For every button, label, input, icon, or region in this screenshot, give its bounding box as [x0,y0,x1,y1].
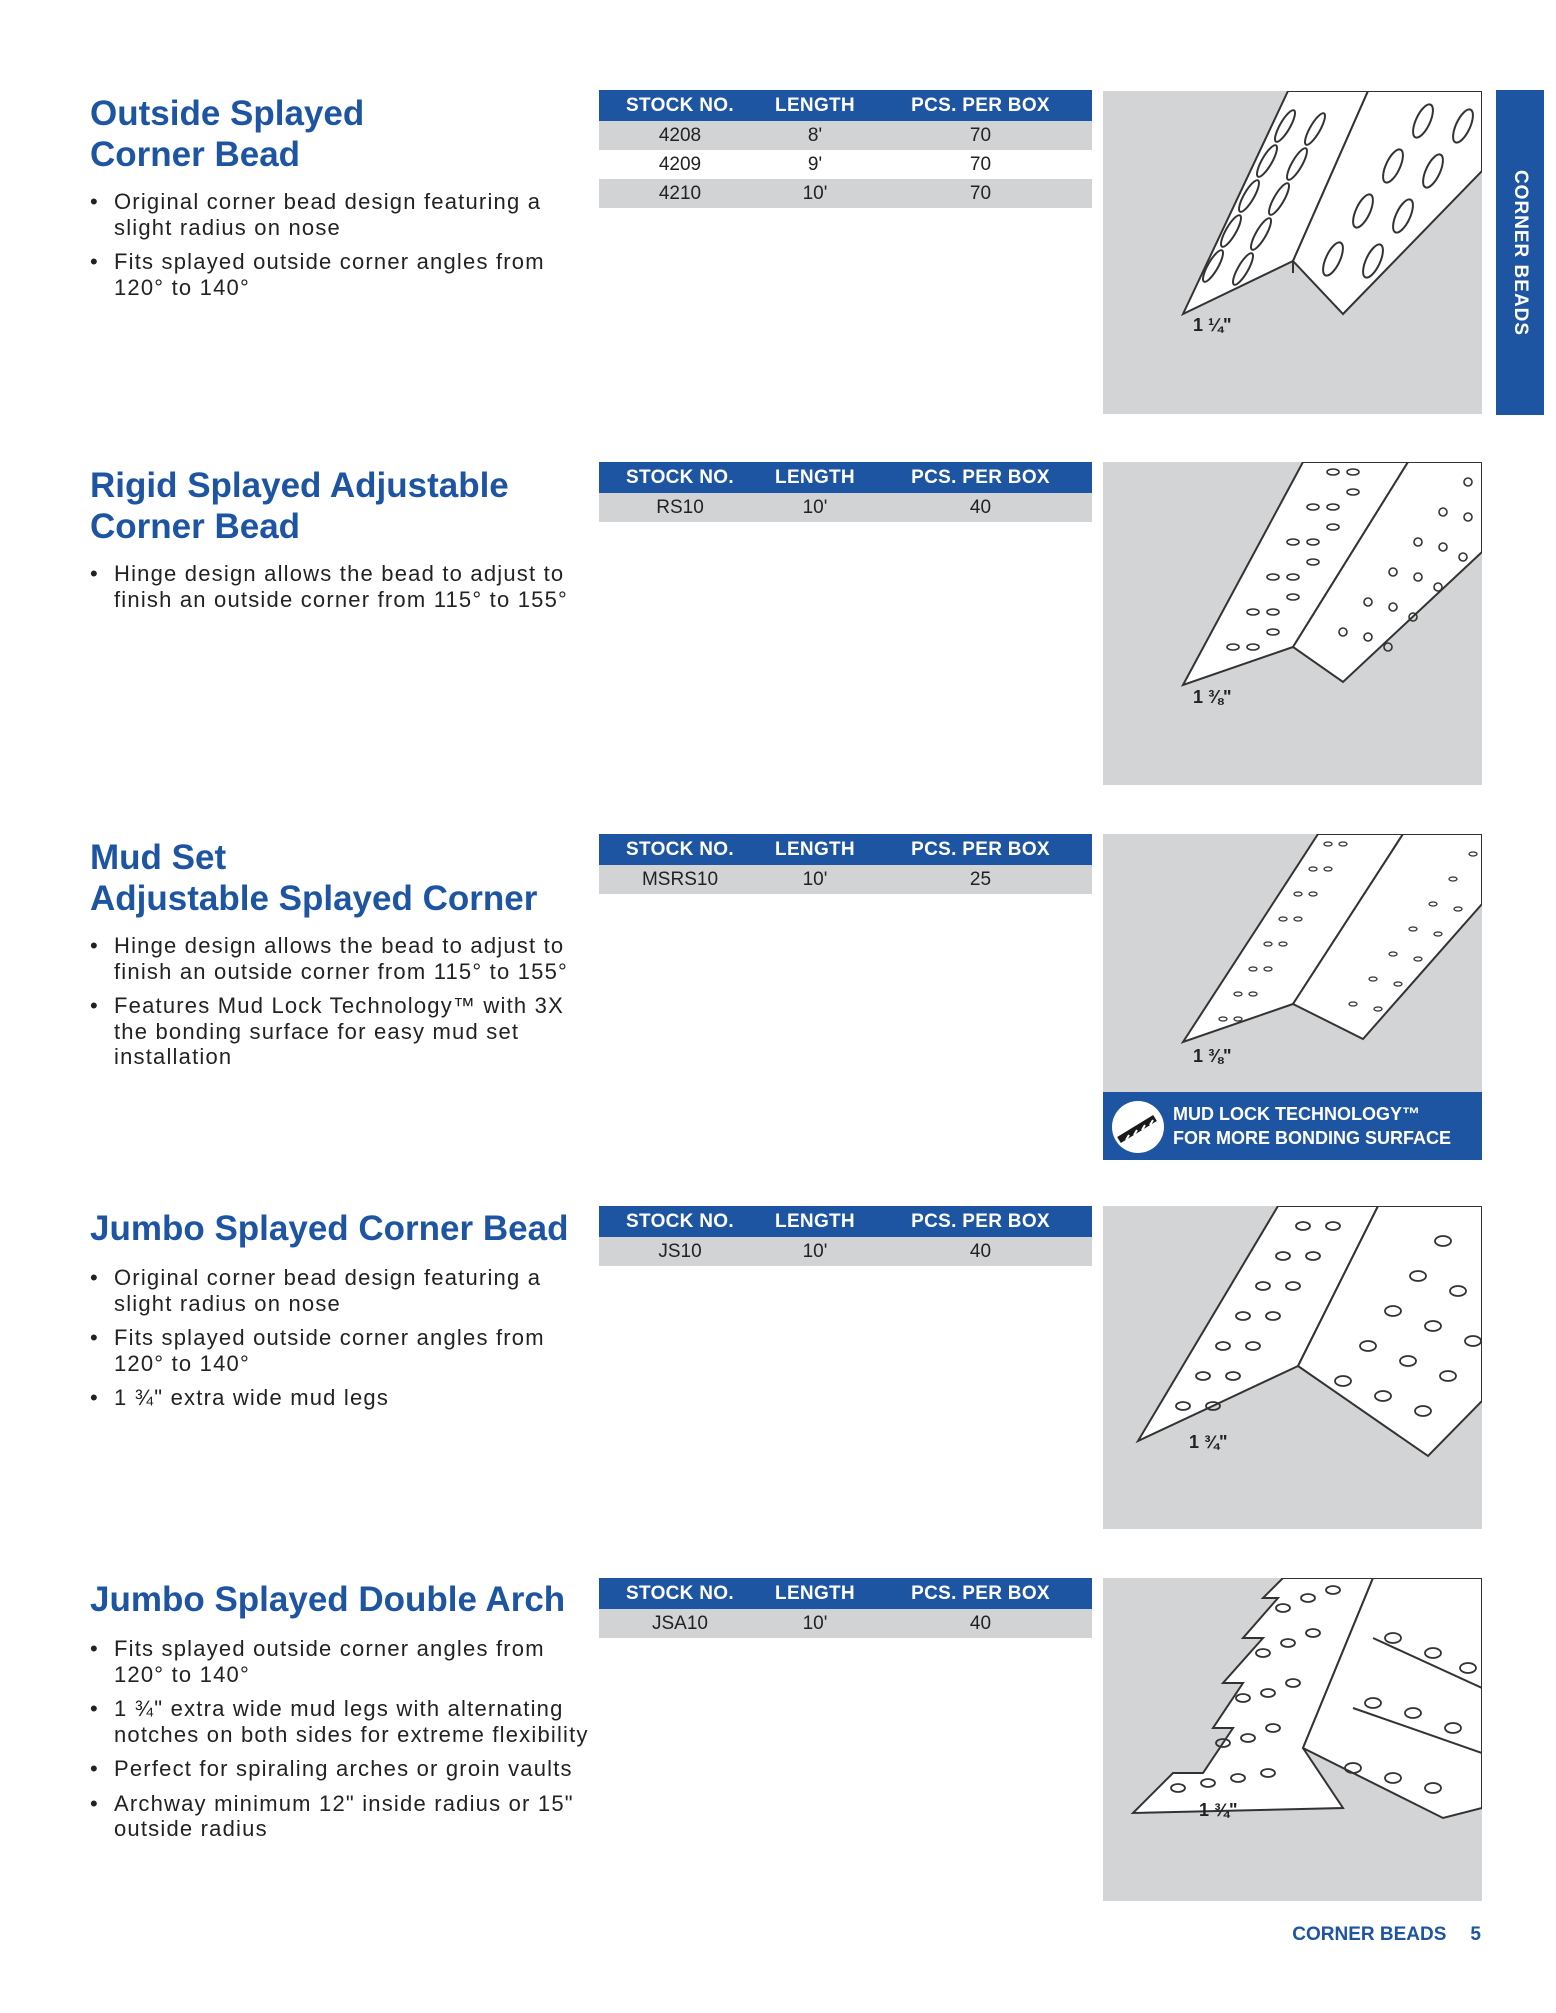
feature-item: • 1 ¾" extra wide mud legs [90,1385,600,1411]
table-row [599,493,1092,522]
table-row [599,865,1092,894]
spec-table [599,90,1092,208]
product-illustration [1103,1206,1482,1529]
cell-stock: 4210 [599,179,761,208]
dimension-label: 1 ⅜" [1193,1046,1232,1066]
product-title [90,837,537,919]
header-pcs: PCS. PER BOX [869,1578,1092,1609]
cell-stock: MSRS10 [599,865,761,894]
badge-line: FOR MORE BONDING SURFACE [1173,1128,1452,1148]
spec-table [599,1578,1092,1638]
table-header-row [599,462,1092,493]
title-line: Outside Splayed [90,94,365,133]
table-row [599,179,1092,208]
corner-bead-drawing [1103,462,1482,785]
feature-item: • Archway minimum 12" inside radius or 15" outside radius [90,1791,600,1842]
title-line: Jumbo Splayed Double Arch [90,1580,566,1619]
header-stock: STOCK NO. [599,1206,761,1237]
corner-bead-drawing [1103,1206,1482,1529]
cell-stock: RS10 [599,493,761,522]
page-footer [1292,1924,1481,1946]
feature-list [90,1636,600,1851]
product-title [90,465,509,547]
cell-pcs: 40 [869,493,1092,522]
footer-section-label: CORNER BEADS [1292,1924,1447,1945]
cell-stock: JS10 [599,1237,761,1266]
cell-length: 10' [761,1609,869,1638]
header-stock: STOCK NO. [599,90,761,121]
feature-list [90,933,600,1079]
spec-table [599,462,1092,522]
header-length: LENGTH [761,1206,869,1237]
table-row [599,150,1092,179]
feature-list [90,1265,600,1420]
feature-item: • Original corner bead design featuring a slight radius on nose [90,189,600,240]
feature-list [90,189,600,309]
product-title [90,93,364,175]
dimension-label: 1 ⅜" [1193,687,1232,707]
cell-length: 10' [761,179,869,208]
feature-item: • Hinge design allows the bead to adjust to finish an outside corner from 115° to 155° [90,933,600,984]
mud-lock-text [1173,1102,1451,1150]
cell-length: 8' [761,121,869,150]
dimension-label: 1 ¾" [1199,1800,1238,1820]
spec-table [599,1206,1092,1266]
product-illustration [1103,462,1482,785]
title-line: Corner Bead [90,135,301,174]
product-title [90,1208,568,1249]
side-tab-label: CORNER BEADS [1510,169,1531,336]
header-length: LENGTH [761,834,869,865]
cell-length: 9' [807,153,823,175]
header-pcs: PCS. PER BOX [869,90,1092,121]
cell-stock: 4209 [658,153,702,175]
title-line: Rigid Splayed Adjustable [90,466,509,505]
feature-item: • Original corner bead design featuring a slight radius on nose [90,1265,600,1316]
feature-item: • Fits splayed outside corner angles from 120° to 140° [90,1325,600,1376]
table-header-row [599,1578,1092,1609]
corner-bead-drawing [1103,1578,1482,1901]
title-line: Mud Set [90,838,227,877]
table-header-row [599,834,1092,865]
cell-pcs: 70 [969,153,992,175]
mud-lock-icon [1111,1100,1165,1154]
header-stock: STOCK NO. [599,834,761,865]
header-length: LENGTH [761,90,869,121]
feature-item: • Fits splayed outside corner angles from 120° to 140° [90,1636,600,1687]
header-length: LENGTH [761,462,869,493]
table-header-row [599,90,1092,121]
table-row [599,1609,1092,1638]
product-illustration [1103,91,1482,414]
feature-item: • Fits splayed outside corner angles from 120° to 140° [90,249,600,300]
badge-line: MUD LOCK TECHNOLOGY™ [1173,1104,1420,1124]
page-number: 5 [1470,1924,1481,1945]
product-illustration [1103,1578,1482,1901]
table-header-row [599,1206,1092,1237]
header-pcs: PCS. PER BOX [869,462,1092,493]
header-stock: STOCK NO. [599,1578,761,1609]
feature-item: • 1 ¾" extra wide mud legs with alternating notches on both sides for extreme flexibility [90,1696,600,1747]
table-row [599,1237,1092,1266]
side-section-tab [1496,90,1544,415]
cell-pcs: 40 [869,1237,1092,1266]
dimension-label: 1 ¼" [1193,315,1232,335]
feature-item: • Hinge design allows the bead to adjust to finish an outside corner from 115° to 155° [90,561,600,612]
title-line: Corner Bead [90,507,301,546]
corner-bead-drawing [1103,91,1482,414]
feature-list [90,561,600,621]
cell-length: 10' [761,493,869,522]
cell-length: 10' [761,865,869,894]
cell-pcs: 70 [869,121,1092,150]
spec-table [599,834,1092,894]
product-title [90,1579,565,1620]
header-stock: STOCK NO. [599,462,761,493]
product-illustration [1103,834,1482,1092]
header-pcs: PCS. PER BOX [869,834,1092,865]
cell-length: 10' [761,1237,869,1266]
title-line: Adjustable Splayed Corner [90,879,538,918]
table-row [599,121,1092,150]
cell-pcs: 25 [869,865,1092,894]
header-pcs: PCS. PER BOX [869,1206,1092,1237]
corner-bead-drawing [1103,834,1482,1092]
cell-stock: JSA10 [599,1609,761,1638]
header-length: LENGTH [761,1578,869,1609]
cell-stock: 4208 [599,121,761,150]
mud-lock-badge [1103,1092,1482,1160]
title-line: Jumbo Splayed Corner Bead [90,1209,569,1248]
feature-item: • Features Mud Lock Technology™ with 3X the bonding surface for easy mud set installation [90,993,600,1070]
cell-pcs: 40 [869,1609,1092,1638]
feature-item: • Perfect for spiraling arches or groin vaults [90,1756,600,1782]
cell-pcs: 70 [869,179,1092,208]
dimension-label: 1 ¾" [1189,1432,1228,1452]
